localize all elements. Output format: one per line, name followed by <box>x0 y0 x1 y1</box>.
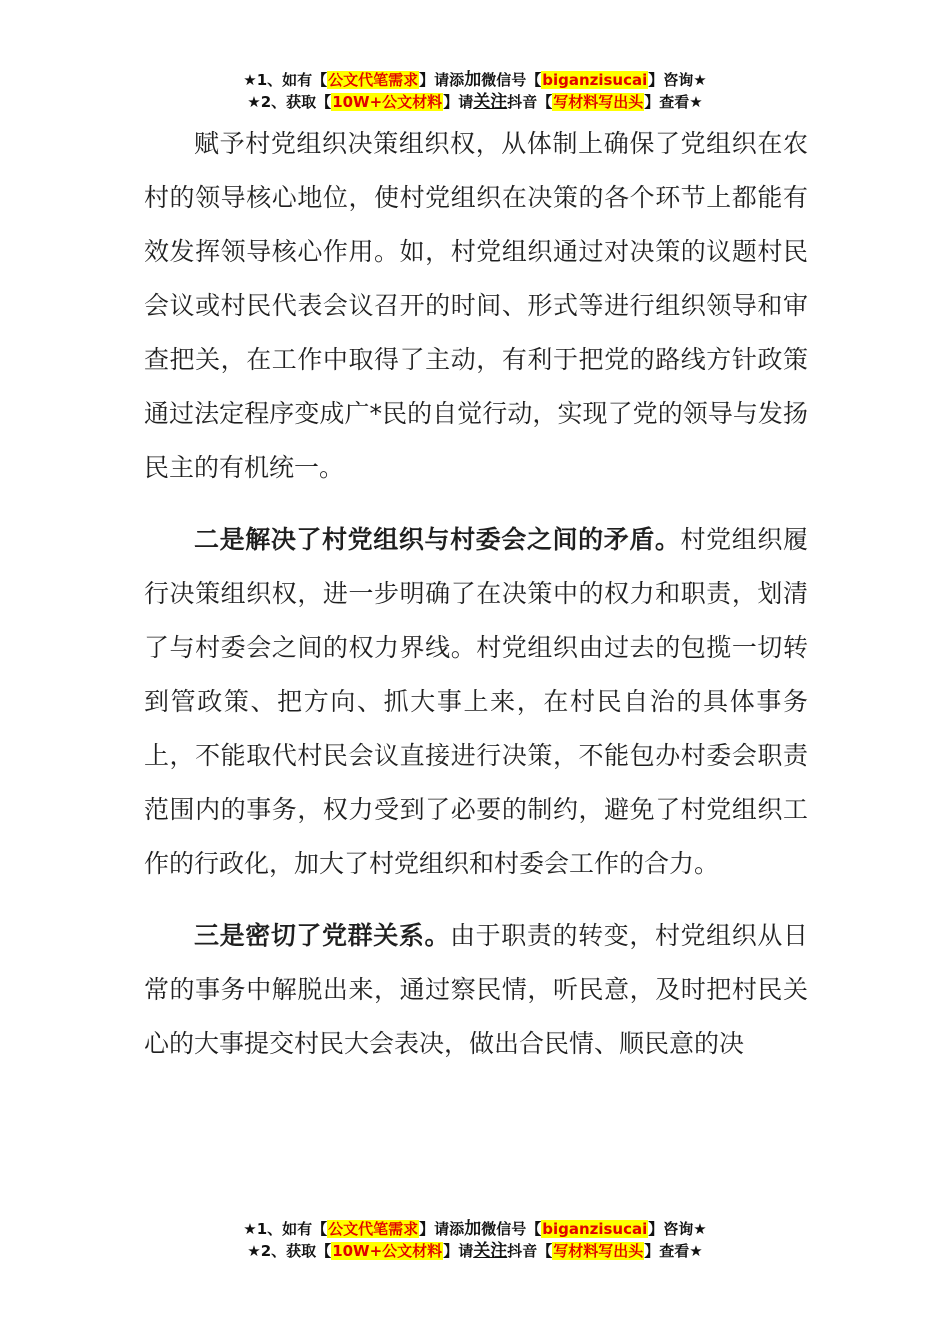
banner-line-1 <box>0 69 950 91</box>
paragraph-body: 村党组织履行决策组织权，进一步明确了在决策中的权力和职责，划清了与村委会之间的权力界线。村党组织由过去的包揽一切转到管政策、把方向、抓大事上来，在村民自治的具体事务上，不能取代村民会议直接进行决策，不能包办村委会职责范围内的事务，权力受到了必要的制约，避免了村党组织工作的行政化，加大了村党组织和村委会工作的合力。 <box>144 525 808 878</box>
banner-text: 】咨询★ <box>648 71 707 89</box>
banner-highlight: biganzisucai <box>542 1220 648 1238</box>
banner-highlight: 写材料写出头 <box>553 93 644 111</box>
banner-text: 微信号【 <box>481 1220 542 1238</box>
banner-highlight: 写材料写出头 <box>553 1242 644 1260</box>
banner-text: 】咨询★ <box>648 1220 707 1238</box>
banner-text: 】请添 <box>419 71 465 89</box>
banner-emphasis: 关注 <box>473 1241 508 1261</box>
banner-highlight: 公文代笔需求 <box>328 71 419 89</box>
banner-line-1 <box>0 1218 950 1240</box>
banner-text: 】查看★ <box>644 1242 703 1260</box>
banner-text: 抖音【 <box>507 93 553 111</box>
banner-text: ★2、获取【 <box>247 93 332 111</box>
banner-text: ★2、获取【 <box>247 1242 332 1260</box>
header-banner <box>0 69 950 113</box>
paragraph-lead: 三是密切了党群关系。 <box>194 921 451 950</box>
banner-text: 】请 <box>443 1242 474 1260</box>
banner-highlight: biganzisucai <box>542 71 648 89</box>
banner-text: ★1、如有【 <box>243 71 328 89</box>
banner-text: 】查看★ <box>644 93 703 111</box>
banner-highlight: 10W+公文材料 <box>332 93 443 111</box>
banner-emphasis: 加 <box>464 1219 482 1239</box>
banner-text: 微信号【 <box>481 71 542 89</box>
banner-text: 抖音【 <box>507 1242 553 1260</box>
banner-text: 】请 <box>443 93 474 111</box>
paragraph-1: 赋予村党组织决策组织权，从体制上确保了党组织在农村的领导核心地位，使村党组织在决策的各个环节上都能有效发挥领导核心作用。如，村党组织通过对决策的议题村民会议或村民代表会议召开的时间、形式等进行组织领导和审查把关，在工作中取得了主动，有利于把党的路线方针政策通过法定程序变成广*民的自觉行动，实现了党的领导与发扬民主的有机统一。 <box>144 129 808 482</box>
banner-text: 】请添 <box>419 1220 465 1238</box>
paragraph-lead: 二是解决了村党组织与村委会之间的矛盾。 <box>194 525 681 554</box>
banner-text: ★1、如有【 <box>243 1220 328 1238</box>
banner-line-2 <box>0 1240 950 1262</box>
footer-banner <box>0 1218 950 1262</box>
banner-highlight: 10W+公文材料 <box>332 1242 443 1260</box>
banner-emphasis: 关注 <box>473 92 508 112</box>
paragraph-3 <box>144 909 808 1071</box>
banner-emphasis: 加 <box>464 70 482 90</box>
paragraph-2 <box>144 513 808 891</box>
paragraph-body: 由于职责的转变，村党组织从日常的事务中解脱出来，通过察民情，听民意，及时把村民关心的大事提交村民大会表决，做出合民情、顺民意的决 <box>144 921 808 1058</box>
document-body <box>144 117 808 1071</box>
banner-line-2 <box>0 91 950 113</box>
banner-highlight: 公文代笔需求 <box>328 1220 419 1238</box>
